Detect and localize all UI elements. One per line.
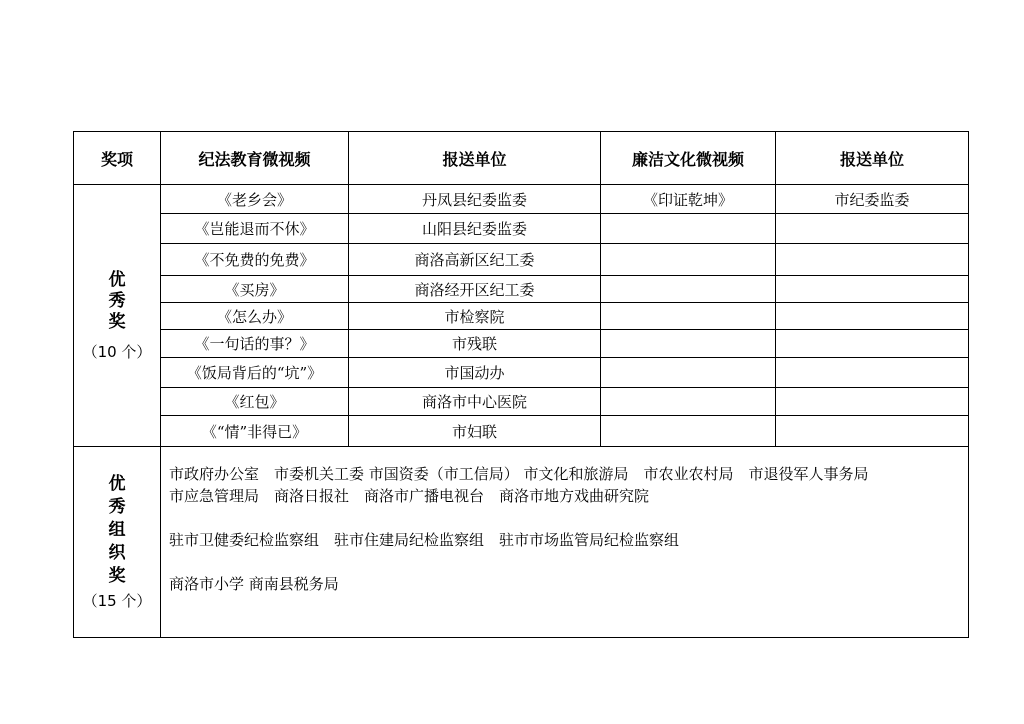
- culture-submit-unit: [776, 214, 969, 244]
- table-row: [74, 330, 969, 358]
- header-submit-unit-2: 报送单位: [776, 132, 969, 185]
- culture-submit-unit: [776, 358, 969, 388]
- video-title: 《饭局背后的“坑”》: [161, 358, 349, 388]
- video-title: 《一句话的事？》: [161, 330, 349, 358]
- culture-submit-unit: [776, 416, 969, 447]
- excellent-count: （10 个）: [82, 342, 152, 361]
- culture-video-title: [601, 214, 776, 244]
- table-row: [74, 358, 969, 388]
- video-title: 《老乡会》: [161, 185, 349, 214]
- submit-unit: 商洛高新区纪工委: [349, 244, 601, 276]
- organization-list: [161, 447, 969, 638]
- culture-submit-unit: [776, 388, 969, 416]
- header-culture-video: 廉洁文化微视频: [601, 132, 776, 185]
- culture-video-title: 《印证乾坤》: [601, 185, 776, 214]
- culture-submit-unit: 市纪委监委: [776, 185, 969, 214]
- organization-line: 市政府办公室 市委机关工委 市国资委（市工信局） 市文化和旅游局 市农业农村局 市退役军人事务局: [169, 465, 869, 483]
- header-row: [74, 132, 969, 185]
- culture-submit-unit: [776, 244, 969, 276]
- video-title: 《买房》: [161, 276, 349, 303]
- culture-video-title: [601, 358, 776, 388]
- submit-unit: 商洛经开区纪工委: [349, 276, 601, 303]
- video-title: 《不免费的免费》: [161, 244, 349, 276]
- culture-video-title: [601, 303, 776, 330]
- video-title: 《岂能退而不休》: [161, 214, 349, 244]
- table-row: [74, 185, 969, 214]
- culture-video-title: [601, 276, 776, 303]
- organization-line: 市应急管理局 商洛日报社 商洛市广播电视台 商洛市地方戏曲研究院: [169, 487, 650, 505]
- organization-row: [74, 447, 969, 638]
- table-row: [74, 244, 969, 276]
- organization-line: 商洛市小学 商南县税务局: [169, 575, 339, 593]
- table-row: [74, 276, 969, 303]
- culture-video-title: [601, 388, 776, 416]
- organization-line: 驻市卫健委纪检监察组 驻市住建局纪检监察组 驻市市场监管局纪检监察组: [169, 531, 680, 549]
- table-row: [74, 303, 969, 330]
- submit-unit: 市妇联: [349, 416, 601, 447]
- submit-unit: 市国动办: [349, 358, 601, 388]
- awards-table: [73, 131, 969, 638]
- culture-video-title: [601, 330, 776, 358]
- culture-submit-unit: [776, 330, 969, 358]
- submit-unit: 市残联: [349, 330, 601, 358]
- culture-video-title: [601, 416, 776, 447]
- table-row: [74, 214, 969, 244]
- organization-award-label: 优 秀 组 织 奖 （15 个）: [74, 447, 161, 638]
- spacer: [169, 507, 968, 529]
- submit-unit: 商洛市中心医院: [349, 388, 601, 416]
- video-title: 《红包》: [161, 388, 349, 416]
- video-title: 《怎么办》: [161, 303, 349, 330]
- table-row: [74, 388, 969, 416]
- excellent-award-label: 优 秀 奖 （10 个）: [74, 185, 161, 447]
- culture-submit-unit: [776, 276, 969, 303]
- header-submit-unit: 报送单位: [349, 132, 601, 185]
- table-row: [74, 416, 969, 447]
- spacer: [169, 551, 968, 573]
- submit-unit: 丹凤县纪委监委: [349, 185, 601, 214]
- video-title: 《“情”非得已》: [161, 416, 349, 447]
- header-award: 奖项: [74, 132, 161, 185]
- submit-unit: 市检察院: [349, 303, 601, 330]
- organization-count: （15 个）: [82, 592, 152, 610]
- culture-submit-unit: [776, 303, 969, 330]
- header-discipline-video: 纪法教育微视频: [161, 132, 349, 185]
- submit-unit: 山阳县纪委监委: [349, 214, 601, 244]
- culture-video-title: [601, 244, 776, 276]
